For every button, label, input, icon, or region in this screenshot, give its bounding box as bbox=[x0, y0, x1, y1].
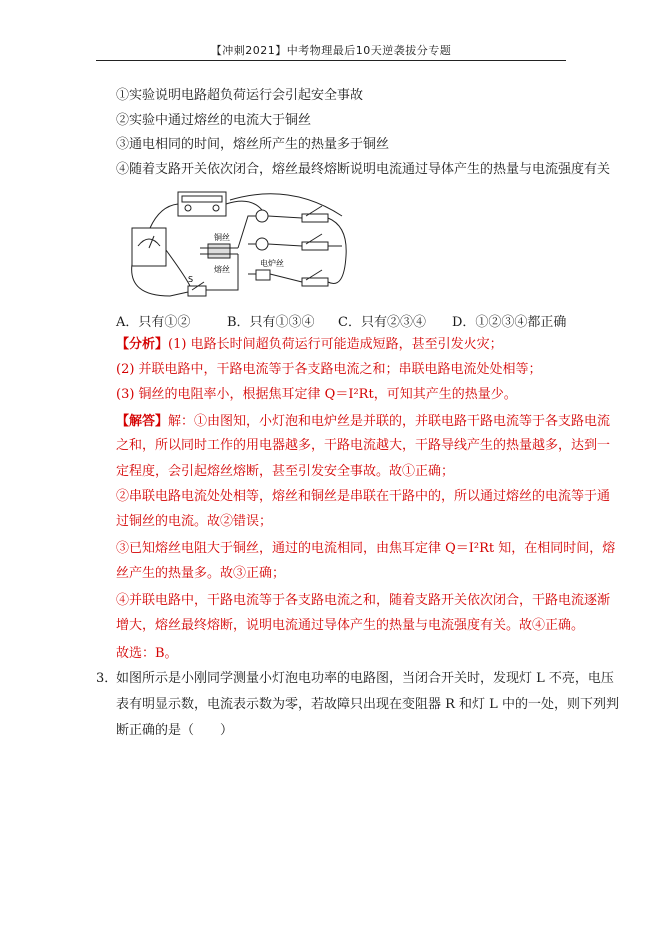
circuit-diagram bbox=[130, 186, 352, 304]
fuse-board-icon bbox=[208, 244, 230, 258]
analysis-line-3: (3) 铜丝的电阻率小，根据焦耳定律 Q＝I²Rt，可知其产生的热量少。 bbox=[116, 387, 517, 402]
switch-label: S bbox=[188, 275, 194, 284]
solution-line-3: 定程度，会引起熔丝熔断，甚至引发安全事故。故①正确； bbox=[116, 464, 455, 479]
option-d: D．①②③④都正确 bbox=[452, 315, 567, 330]
heater-label: 电炉丝 bbox=[260, 259, 284, 268]
question-3-number: 3． bbox=[96, 671, 118, 686]
header-rule bbox=[96, 60, 566, 61]
bulb-icon bbox=[256, 210, 268, 222]
solution-line-5: 过铜丝的电流。故②错误； bbox=[116, 514, 273, 529]
solution-line-1: 【解答】解：①由图知，小灯泡和电炉丝是并联的，并联电路干路电流等于各支路电流 bbox=[116, 414, 611, 429]
option-c: C．只有②③④ bbox=[338, 315, 426, 330]
page-header: 【冲刺2021】中考物理最后10天逆袭拔分专题 bbox=[210, 44, 452, 57]
switch-icon bbox=[302, 242, 328, 250]
question-3-line-3: 断正确的是（ ） bbox=[116, 723, 234, 738]
switch-icon bbox=[302, 278, 328, 286]
question-3-line-1: 如图所示是小刚同学测量小灯泡电功率的电路图，当闭合开关时，发现灯 L 不亮，电压 bbox=[116, 671, 614, 686]
solution-line-8: ④并联电路中，干路电流等于各支路电流之和，随着支路开关依次闭合，干路电流逐渐 bbox=[116, 593, 611, 608]
solution-line-9: 增大，熔丝最终熔断，说明电流通过导体产生的热量与电流强度有关。故④正确。 bbox=[116, 618, 585, 633]
switch-icon bbox=[188, 286, 206, 296]
bulb-icon bbox=[256, 238, 268, 250]
option-b: B．只有①③④ bbox=[227, 315, 315, 330]
solution-line-6: ③已知熔丝电阻大于铜丝，通过的电流相同，由焦耳定律 Q＝I²Rt 知，在相同时间，熔 bbox=[116, 541, 616, 556]
option-a: A．只有①② bbox=[116, 315, 191, 330]
analysis-tag: 【分析】 bbox=[116, 337, 169, 352]
solution-choice: 故选：B。 bbox=[116, 646, 178, 661]
solution-line-2: 之和，所以同时工作的用电器越多，干路电流越大，干路导线产生的热量越多，达到一 bbox=[116, 438, 611, 453]
copper-label: 铜丝 bbox=[214, 233, 230, 242]
statement-1: ①实验说明电路超负荷运行会引起安全事故 bbox=[116, 88, 364, 103]
question-3-line-2: 表有明显示数，电流表示数为零，若故障只出现在变阻器 R 和灯 L 中的一处，则下列判 bbox=[116, 697, 619, 712]
heater-icon bbox=[256, 270, 270, 280]
statement-2: ②实验中通过熔丝的电流大于铜丝 bbox=[116, 113, 312, 128]
analysis-line-1: 【分析】(1) 电路长时间超负荷运行可能造成短路，甚至引发火灾； bbox=[116, 337, 503, 352]
fuse-label: 熔丝 bbox=[214, 265, 230, 274]
analysis-line-2: (2) 并联电路中，干路电流等于各支路电流之和；串联电路电流处处相等； bbox=[116, 362, 542, 377]
solution-line-7: 丝产生的热量多。故③正确； bbox=[116, 566, 286, 581]
statement-4: ④随着支路开关依次闭合，熔丝最终熔断说明电流通过导体产生的热量与电流强度有关 bbox=[116, 162, 611, 177]
statement-3: ③通电相同的时间，熔丝所产生的热量多于铜丝 bbox=[116, 137, 390, 152]
switch-icon bbox=[302, 214, 328, 222]
solution-line-4: ②串联电路电流处处相等，熔丝和铜丝是串联在干路中的，所以通过熔丝的电流等于通 bbox=[116, 489, 611, 504]
solution-tag: 【解答】 bbox=[116, 414, 169, 429]
